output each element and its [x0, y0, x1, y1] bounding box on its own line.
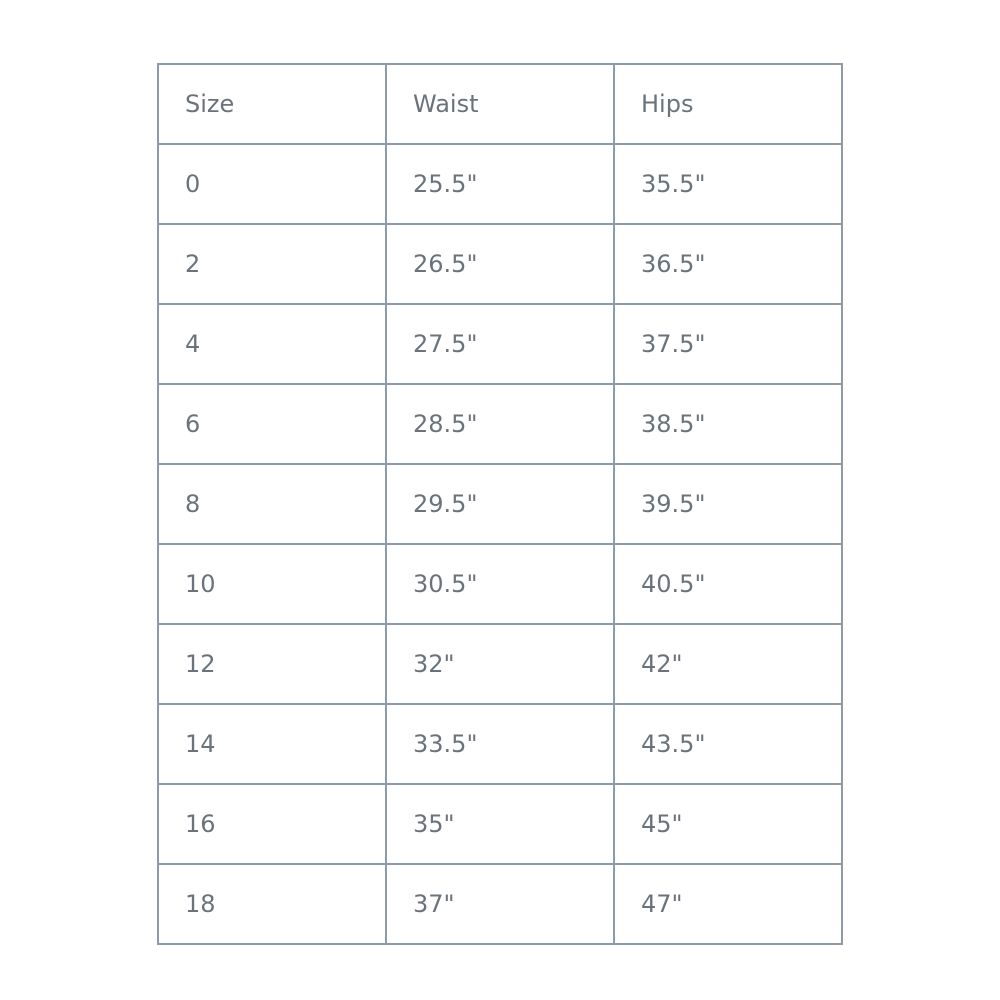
cell-waist: 30.5"	[386, 544, 614, 624]
cell-hips: 42"	[614, 624, 842, 704]
cell-waist: 33.5"	[386, 704, 614, 784]
cell-hips: 37.5"	[614, 304, 842, 384]
table-row	[158, 464, 842, 544]
cell-size: 2	[158, 224, 386, 304]
header-cell-size: Size	[158, 64, 386, 144]
table-row	[158, 704, 842, 784]
cell-hips: 40.5"	[614, 544, 842, 624]
cell-hips: 39.5"	[614, 464, 842, 544]
size-chart-table	[157, 63, 843, 945]
table-row	[158, 224, 842, 304]
table-row	[158, 144, 842, 224]
cell-waist: 28.5"	[386, 384, 614, 464]
cell-size: 12	[158, 624, 386, 704]
cell-size: 18	[158, 864, 386, 944]
cell-hips: 47"	[614, 864, 842, 944]
table-row	[158, 784, 842, 864]
cell-waist: 27.5"	[386, 304, 614, 384]
cell-waist: 25.5"	[386, 144, 614, 224]
table-row	[158, 544, 842, 624]
table-header-row	[158, 64, 842, 144]
cell-size: 0	[158, 144, 386, 224]
cell-hips: 43.5"	[614, 704, 842, 784]
cell-hips: 35.5"	[614, 144, 842, 224]
cell-waist: 37"	[386, 864, 614, 944]
cell-size: 6	[158, 384, 386, 464]
cell-hips: 45"	[614, 784, 842, 864]
cell-waist: 35"	[386, 784, 614, 864]
cell-size: 4	[158, 304, 386, 384]
header-cell-waist: Waist	[386, 64, 614, 144]
table-row	[158, 624, 842, 704]
table-row	[158, 864, 842, 944]
cell-size: 14	[158, 704, 386, 784]
cell-size: 10	[158, 544, 386, 624]
cell-waist: 26.5"	[386, 224, 614, 304]
cell-size: 16	[158, 784, 386, 864]
cell-size: 8	[158, 464, 386, 544]
table-row	[158, 304, 842, 384]
cell-hips: 36.5"	[614, 224, 842, 304]
header-cell-hips: Hips	[614, 64, 842, 144]
cell-hips: 38.5"	[614, 384, 842, 464]
cell-waist: 32"	[386, 624, 614, 704]
cell-waist: 29.5"	[386, 464, 614, 544]
table-row	[158, 384, 842, 464]
